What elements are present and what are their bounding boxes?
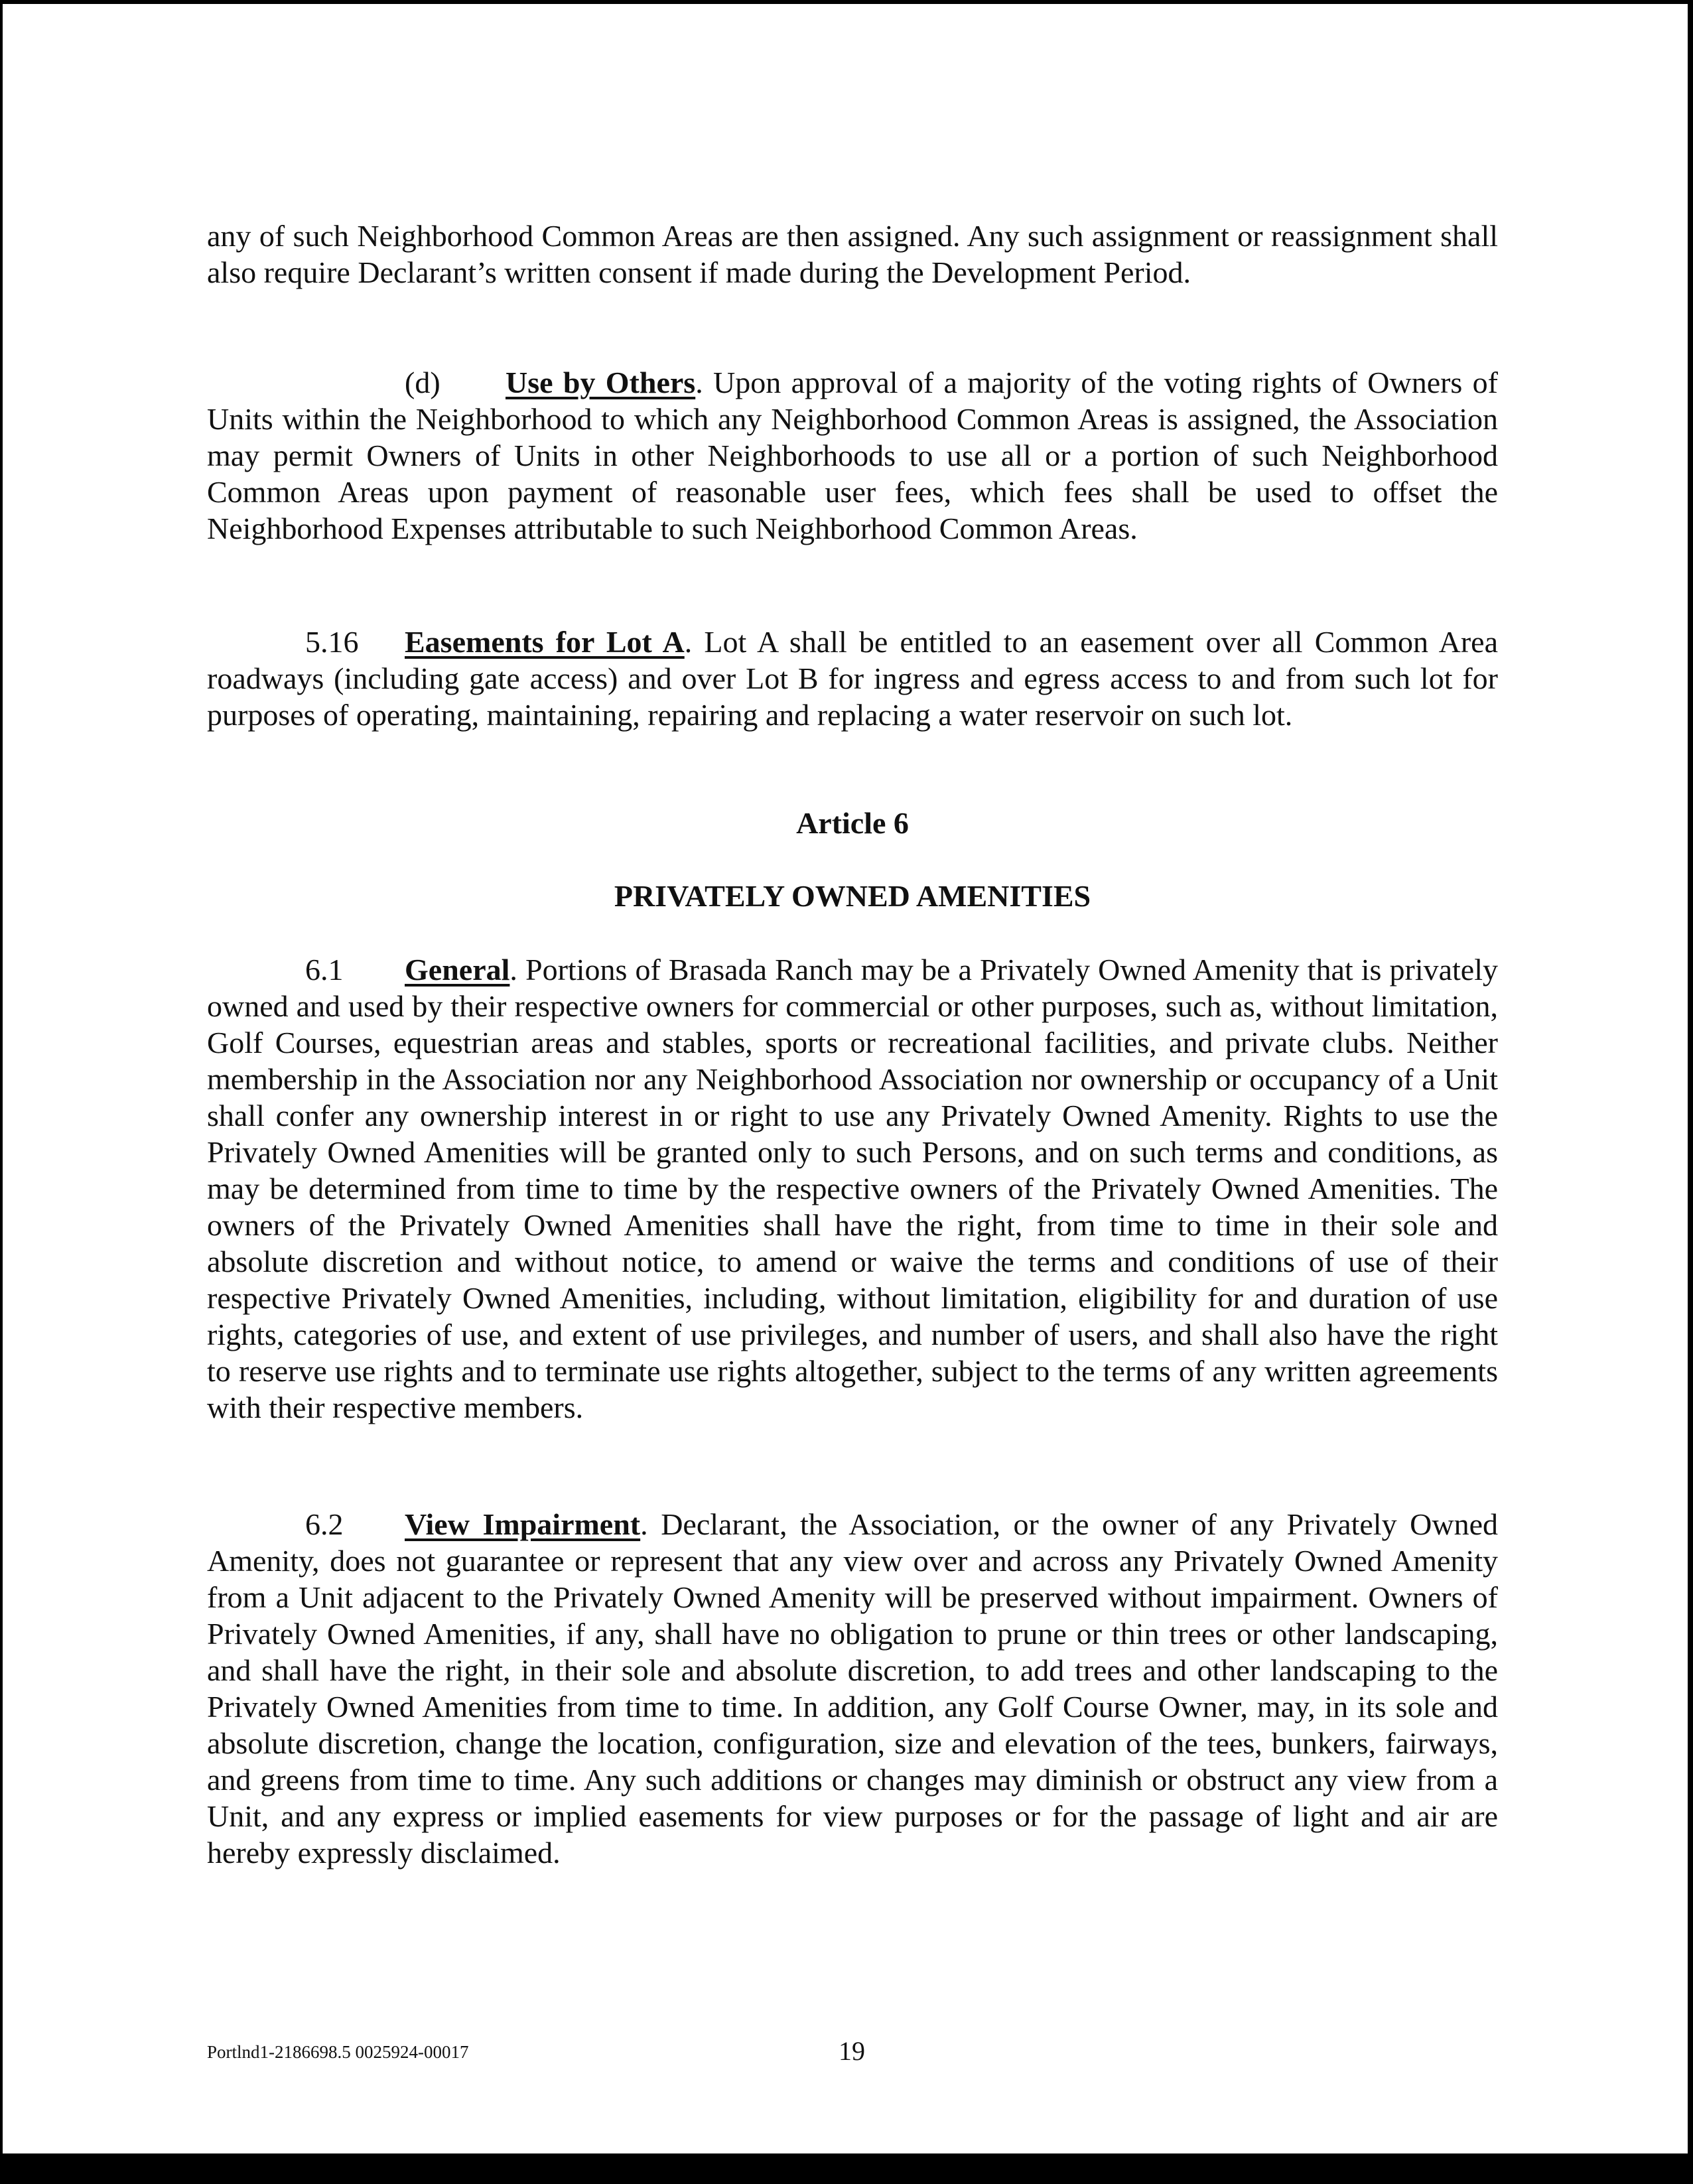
footer-page-number: 19 <box>839 2036 865 2066</box>
section-6-1-text: . Portions of Brasada Ranch may be a Privately Owned Amenity that is privately owned and used by their respective owners for commercial or other purposes, such as, without limitation, Golf Courses, equestrian areas and stables, sports or recreational facilities, and private clubs. Neither membership in the Association nor any Neighborhood Association nor ownership or occupancy of a Unit shall confer any ownership interest in or right to use any Privately Owned Amenity. Rights to use the Privately Owned Amenities will be granted only to such Persons, and on such terms and conditions, as may be determined from time to time by the respective owners of the Privately Owned Amenities. The owners of the Privately Owned Amenities shall have the right, from time to time in their sole and absolute discretion and without notice, to amend or waive the terms and conditions of use of their respective Privately Owned Amenities, including, without limitation, eligibility for and duration of use rights, categories of use, and extent of use privileges, and number of users, and shall also have the right to reserve use rights and to terminate use rights altogether, subject to the terms of any written agreements with their respective members. <box>207 953 1498 1424</box>
section-6-2-paragraph <box>207 1506 1498 1871</box>
section-5-16 <box>207 624 1498 733</box>
document-sheet <box>3 4 1688 2153</box>
footer-document-id: Portlnd1-2186698.5 0025924-00017 <box>207 2042 469 2062</box>
paragraph-text: any of such Neighborhood Common Areas are then assigned. Any such assignment or reassignment shall also require Declarant’s written consent if made during the Development Period. <box>207 219 1498 289</box>
section-6-2-number: 6.2 <box>305 1507 344 1541</box>
section-6-2 <box>207 1506 1498 1871</box>
paragraph-continued <box>207 218 1498 291</box>
section-6-1-heading: General <box>405 953 510 987</box>
section-6-1 <box>207 951 1498 1426</box>
section-5-16-text: . Lot A shall be entitled to an easement over all Common Area roadways (including gate access) and over Lot B for ingress and egress access to and from such lot for purposes of operating, maintaining, repairing and replacing a water reservoir on such lot. <box>207 625 1499 732</box>
section-6-1-number: 6.1 <box>305 953 344 987</box>
section-d-paragraph <box>207 364 1498 547</box>
section-d-heading: Use by Others <box>506 366 696 399</box>
section-6-1-paragraph <box>207 951 1498 1426</box>
section-5-16-number: 5.16 <box>305 625 359 659</box>
section-5-16-heading: Easements for Lot A <box>405 625 685 659</box>
section-6-2-heading: View Impairment <box>405 1507 641 1541</box>
section-5-16-paragraph <box>207 624 1498 733</box>
article-title: PRIVATELY OWNED AMENITIES <box>614 879 1091 913</box>
section-d-text: . Upon approval of a majority of the voting rights of Owners of Units within the Neighborhood to which any Neighborhood Common Areas is assigned, the Association may permit Owners of Units in other Neighborhoods to use all or a portion of such Neighborhood Common Areas upon payment of reasonable user fees, which fees shall be used to offset the Neighborhood Expenses attributable to such Neighborhood Common Areas. <box>207 366 1498 545</box>
section-d <box>207 364 1498 547</box>
section-d-number: (d) <box>405 366 440 399</box>
article-number: Article 6 <box>796 806 909 840</box>
section-6-2-text: . Declarant, the Association, or the owner of any Privately Owned Amenity, does not guarantee or represent that any view over and across any Privately Owned Amenity from a Unit adjacent to the Privately Owned Amenity will be preserved without impairment. Owners of Privately Owned Amenities, if any, shall have no obligation to prune or thin trees or other landscaping, and shall have the right, in their sole and absolute discretion, to add trees and other landscaping to the Privately Owned Amenities from time to time. In addition, any Golf Course Owner, may, in its sole and absolute discretion, change the location, configuration, size and elevation of the tees, bunkers, fairways, and greens from time to time. Any such additions or changes may diminish or obstruct any view from a Unit, and any express or implied easements for view purposes or for the passage of light and air are hereby expressly disclaimed. <box>207 1507 1498 1870</box>
